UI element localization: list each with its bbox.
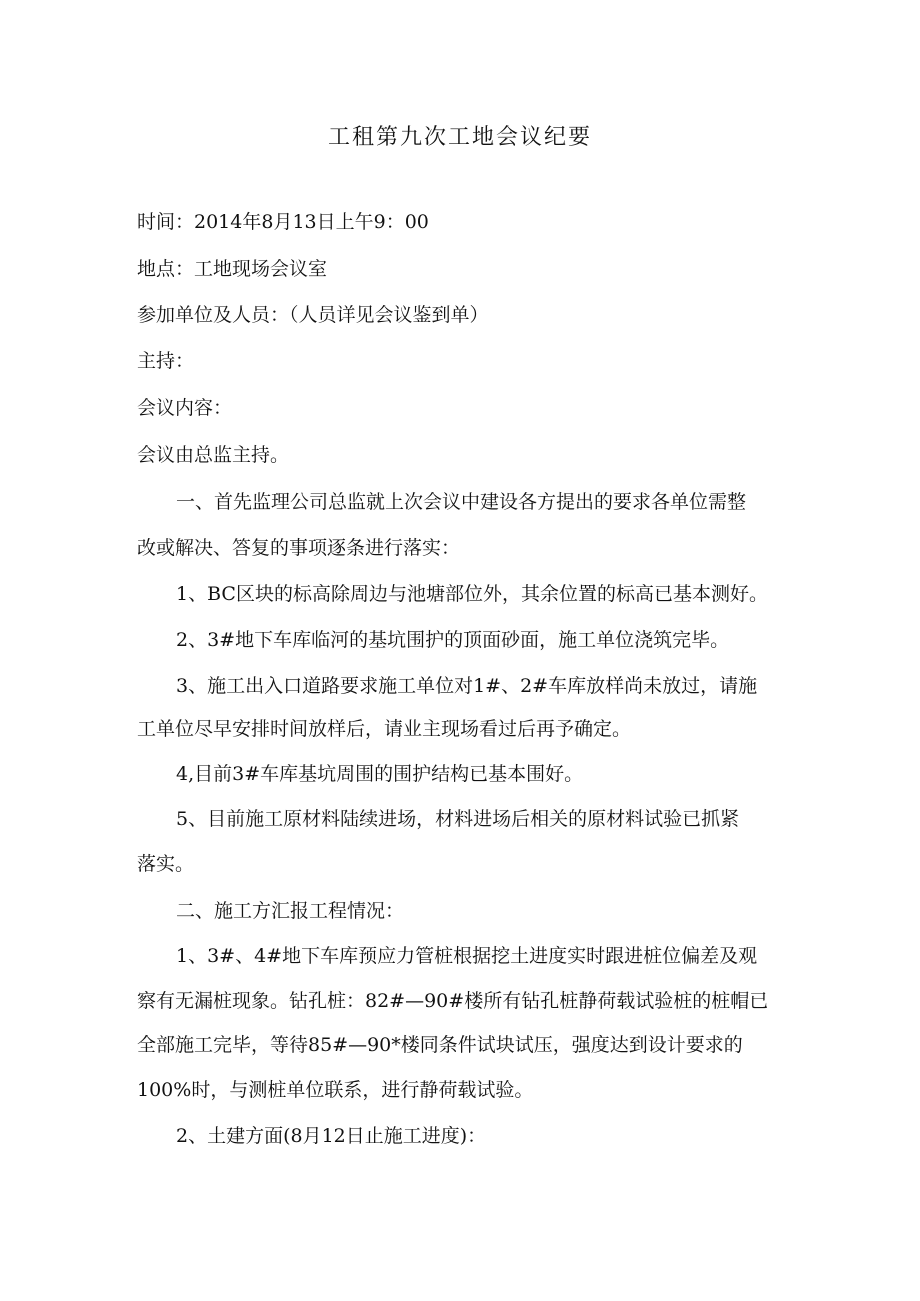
meeting-intro: 会议由总监主持。 <box>137 444 290 466</box>
meeting-time: 时间：2014年8月13日上午9：00 <box>137 211 429 233</box>
section1-item4: 4,目前3#车库基坑周围的围护结构已基本围好。 <box>176 763 584 785</box>
section1-item2: 2、3#地下车库临河的基坑围护的顶面砂面，施工单位浇筑完毕。 <box>176 629 730 651</box>
meeting-place: 地点：工地现场会议室 <box>137 258 328 280</box>
meeting-content-label: 会议内容： <box>137 397 233 419</box>
section1-item5-line1: 5、目前施工原材料陆续进场，材料进场后相关的原材料试验已抓紧 <box>176 808 740 830</box>
section1-item5-line2: 落实。 <box>137 853 195 875</box>
section2-item1-line4: 100%时，与测桩单位联系，进行静荷载试验。 <box>137 1079 534 1101</box>
section2-item2: 2、土建方面(8月12日止施工进度)： <box>176 1125 487 1147</box>
section1-heading-line1: 一、首先监理公司总监就上次会议中建设各方提出的要求各单位需整 <box>176 491 747 513</box>
section2-item1-line2: 察有无漏桩现象。钻孔桩：82#—90#楼所有钻孔桩静荷载试验桩的桩帽已 <box>137 990 769 1012</box>
section1-item3-line1: 3、施工出入口道路要求施工单位对1#、2#车库放样尚未放过，请施 <box>176 675 758 697</box>
section2-item1-line3: 全部施工完毕，等待85#—90*楼同条件试块试压，强度达到设计要求的 <box>137 1034 743 1056</box>
section1-heading-line2: 改或解决、答复的事项逐条进行落实： <box>137 537 461 559</box>
meeting-attendees: 参加单位及人员：（人员详见会议鉴到单） <box>137 304 489 326</box>
page-title: 工租第九次工地会议纪要 <box>327 125 592 150</box>
section1-item3-line2: 工单位尽早安排时间放样后，请业主现场看过后再予确定。 <box>137 718 632 740</box>
section2-heading: 二、施工方汇报工程情况： <box>176 900 405 922</box>
meeting-host: 主持： <box>137 350 195 372</box>
section1-item1: 1、BC区块的标高除周边与池塘部位外，其余位置的标高已基本测好。 <box>176 583 768 605</box>
section2-item1-line1: 1、3#、4#地下车库预应力管桩根据挖土进度实时跟进桩位偏差及观 <box>176 945 758 967</box>
